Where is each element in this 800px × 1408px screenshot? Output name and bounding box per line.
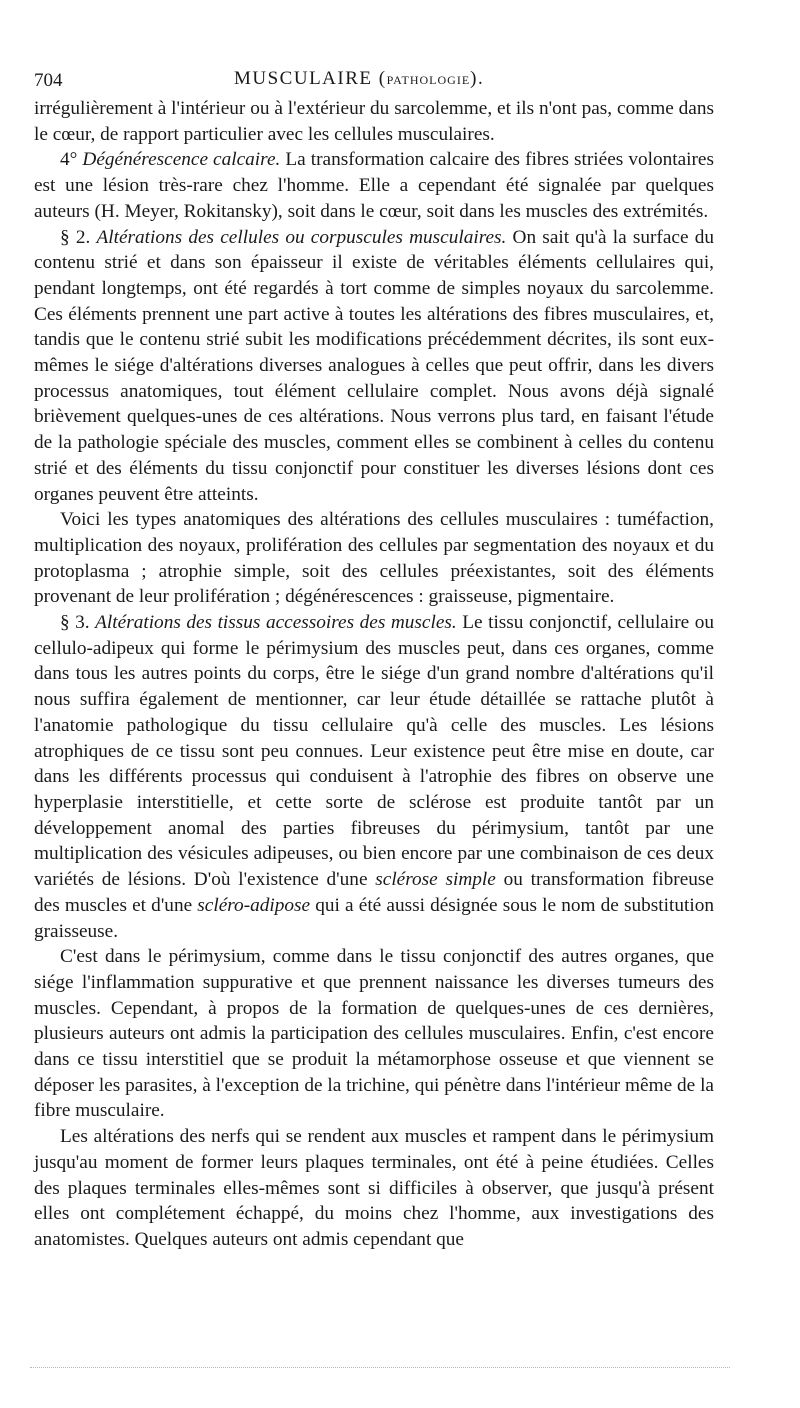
- section-heading: Altérations des tissus accessoires des muscles.: [95, 612, 457, 634]
- term-sclero-adipose: scléro-adipose: [197, 894, 311, 916]
- book-page: [34, 62, 714, 1253]
- body-text: [34, 96, 714, 1253]
- running-header: [34, 62, 714, 96]
- term-sclerose-simple: sclérose simple: [375, 869, 496, 891]
- subsection-heading: Dégénérescence calcaire.: [82, 149, 281, 171]
- running-title: MUSCULAIRE (PATHOLOGIE).: [234, 68, 485, 89]
- section-mark: § 2.: [60, 226, 97, 248]
- paragraph-section-3: § 3. Altérations des tissus accessoires des muscles. Le tissu conjonctif, cellulaire ou cellulo-adipeux qui forme le périmysium des muscles peut, dans ces organes, comme dans tous les autres points du corps, être le siége d'un grand nombre d'altérations qu'il nous suffira également de mentionner, car leur étude détaillée se rattache plutôt à l'anatomie pathologique du tissu cellulaire qu'à celle des muscles. Les lésions atrophiques de ce tissu sont peu connues. Leur existence peut être mise en doute, car dans les différents processus qui conduisent à l'atrophie des fibres on observe une hyperplasie interstitielle, et cette sorte de sclérose est produite tantôt par un développement anomal des parties fibreuses du périmysium, tantôt par une multiplication des vésicules adipeuses, ou bien encore par une combinaison de ces deux variétés de lésions. D'où l'existence d'une sclérose simple ou transformation fibreuse des muscles et d'une scléro-adipose qui a été aussi désignée sous le nom de substitution graisseuse.: [34, 612, 714, 942]
- running-title-main: MUSCULAIRE: [234, 68, 373, 89]
- paragraph-anatomical-types: Voici les types anatomiques des altérations des cellules musculaires : tuméfaction, multiplication des noyaux, prolifération des cellules par segmentation des noyaux et du protoplasma ; atrophie simple, soit des cellules préexistantes, soit des éléments provenant de leur prolifération ; dégénérescences : graisseuse, pigmentaire.: [34, 509, 714, 608]
- paragraph-section-2: § 2. Altérations des cellules ou corpuscules musculaires. On sait qu'à la surface du contenu strié et dans son épaisseur il existe de véritables éléments cellulaires qui, pendant longtemps, ont été regardés à tort comme de simples noyaux du sarcolemme. Ces éléments prennent une part active à toutes les altérations des fibres musculaires, et, tandis que le contenu strié subit les modifications précédemment décrites, ils sont eux-mêmes le siége d'altérations diverses analogues à celles que peut offrir, dans les divers processus anatomiques, tout élément cellulaire complet. Nous avons déjà signalé brièvement quelques-unes de ces altérations. Nous verrons plus tard, en faisant l'étude de la pathologie spéciale des muscles, comment elles se combinent à celles du contenu strié et des éléments du tissu conjonctif pour constituer les diverses lésions dont ces organes peuvent être atteints.: [34, 226, 714, 505]
- running-title-subtitle: PATHOLOGIE: [386, 73, 471, 87]
- paragraph-perimysium: C'est dans le périmysium, comme dans le tissu conjonctif des autres organes, que siége l'inflammation suppurative et que prennent naissance les diverses tumeurs des muscles. Cependant, à propos de la formation de quelques-unes de ces dernières, plusieurs auteurs ont admis la participation des cellules musculaires. Enfin, c'est encore dans ce tissu interstitiel que se produit la métamorphose osseuse et que viennent se déposer les parasites, à l'exception de la trichine, qui pénètre dans l'intérieur même de la fibre musculaire.: [34, 946, 714, 1122]
- paragraph-nerves: Les altérations des nerfs qui se rendent aux muscles et rampent dans le périmysium jusqu'au moment de former leurs plaques terminales, ont été à peine étudiées. Celles des plaques terminales elles-mêmes sont si difficiles à observer, que jusqu'à présent elles ont complétement échappé, du moins chez l'homme, aux investigations des anatomistes. Quelques auteurs ont admis cependant que: [34, 1126, 714, 1250]
- section-heading: Altérations des cellules ou corpuscules musculaires.: [96, 226, 507, 248]
- page-number: 704: [34, 70, 63, 91]
- section-mark: § 3.: [60, 612, 96, 634]
- paragraph-continuation: irrégulièrement à l'intérieur ou à l'extérieur du sarcolemme, et ils n'ont pas, comme dans le cœur, de rapport particulier avec les cellules musculaires.: [34, 98, 714, 145]
- bottom-dotted-line: [30, 1367, 730, 1368]
- paragraph-calcareous-degeneration: 4° Dégénérescence calcaire. La transformation calcaire des fibres striées volontaires est une lésion très-rare chez l'homme. Elle a cependant été signalée par quelques auteurs (H. Meyer, Rokitansky), soit dans le cœur, soit dans les muscles des extrémités.: [34, 149, 714, 222]
